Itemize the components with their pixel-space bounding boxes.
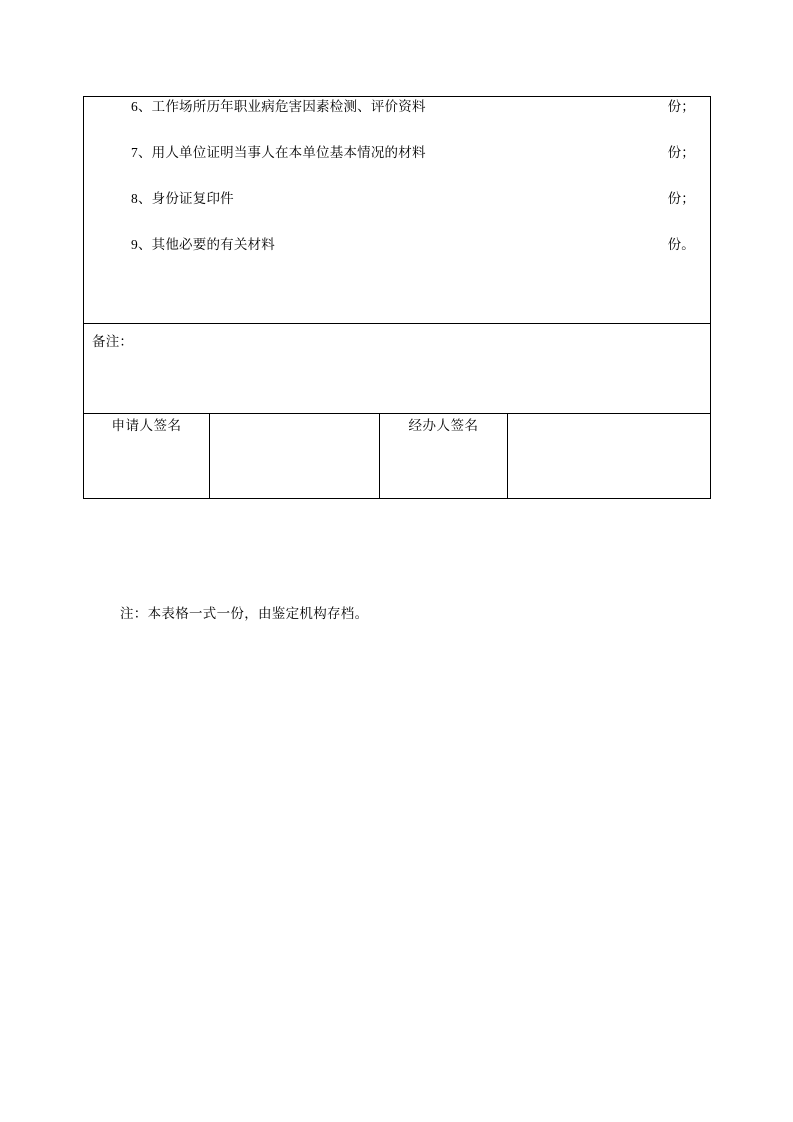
material-item-label: 6、工作场所历年职业病危害因素检测、评价资料 [131, 99, 426, 114]
material-item-unit: 份； [667, 145, 695, 160]
handler-signature-label-cell [380, 414, 508, 499]
material-item-7 [84, 143, 710, 163]
material-item-8 [84, 189, 710, 209]
material-item-unit: 份。 [667, 237, 695, 252]
applicant-signature-label-cell [84, 414, 210, 499]
materials-list-cell [84, 97, 711, 324]
applicant-signature-input-cell[interactable] [210, 414, 380, 499]
material-item-label: 7、用人单位证明当事人在本单位基本情况的材料 [131, 145, 426, 160]
materials-row [84, 97, 711, 324]
application-form-table [83, 96, 711, 499]
material-item-6 [84, 97, 710, 117]
handler-signature-label: 经办人签名 [408, 418, 479, 433]
material-item-label: 8、身份证复印件 [131, 191, 234, 206]
material-item-unit: 份； [667, 99, 695, 114]
material-item-9 [84, 235, 710, 255]
footnote: 注：本表格一式一份，由鉴定机构存档。 [120, 606, 369, 621]
material-item-unit: 份； [667, 191, 695, 206]
remark-row [84, 324, 711, 414]
remark-cell[interactable] [84, 324, 711, 414]
handler-signature-input-cell[interactable] [508, 414, 711, 499]
signature-row [84, 414, 711, 499]
applicant-signature-label: 申请人签名 [111, 418, 182, 433]
remark-label: 备注： [92, 334, 134, 349]
material-item-label: 9、其他必要的有关材料 [131, 237, 275, 252]
